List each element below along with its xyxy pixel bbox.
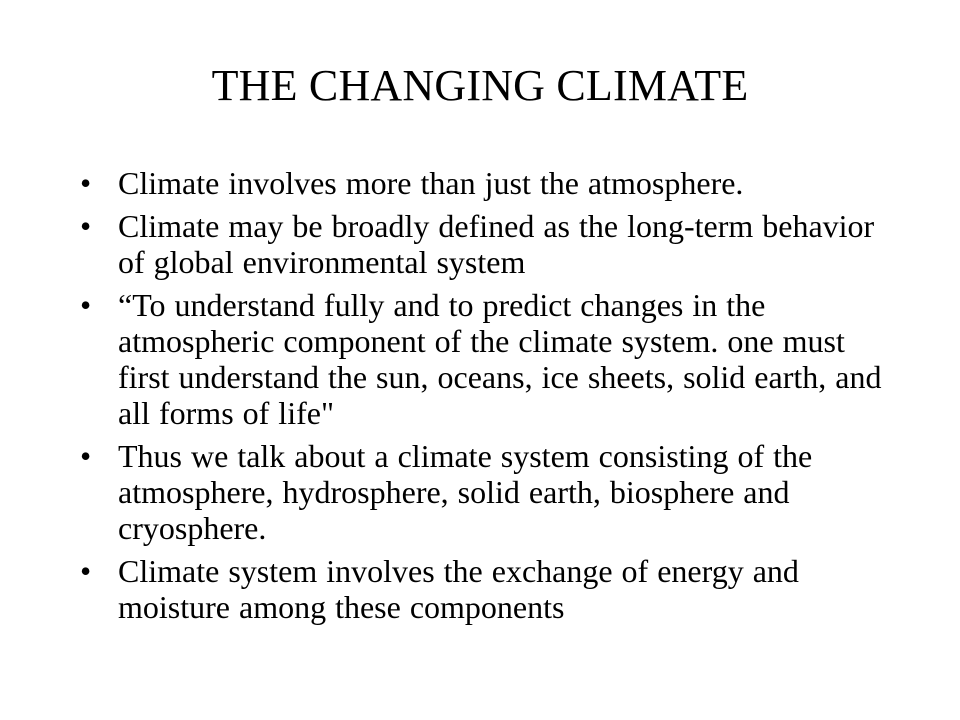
bullet-icon: • (80, 287, 92, 323)
bullet-item (80, 553, 900, 625)
bullet-text: “To understand fully and to predict changes in the atmospheric component of the climate system. one must first understand the sun, oceans, ice sheets, solid earth, and all forms of life" (118, 287, 882, 431)
bullet-list (80, 165, 900, 632)
bullet-text: Thus we talk about a climate system consisting of the atmosphere, hydrosphere, solid earth, biosphere and cryosphere. (118, 438, 813, 546)
bullet-text: Climate involves more than just the atmosphere. (118, 165, 744, 201)
bullet-icon: • (80, 208, 92, 244)
bullet-item (80, 208, 900, 280)
bullet-text: Climate may be broadly defined as the long-term behavior of global environmental system (118, 208, 875, 280)
bullet-text: Climate system involves the exchange of energy and moisture among these components (118, 553, 799, 625)
bullet-item (80, 287, 900, 431)
bullet-icon: • (80, 165, 92, 201)
bullet-item (80, 438, 900, 546)
bullet-icon: • (80, 438, 92, 474)
bullet-item (80, 165, 900, 201)
slide-title: THE CHANGING CLIMATE (211, 61, 749, 110)
bullet-icon: • (80, 553, 92, 589)
